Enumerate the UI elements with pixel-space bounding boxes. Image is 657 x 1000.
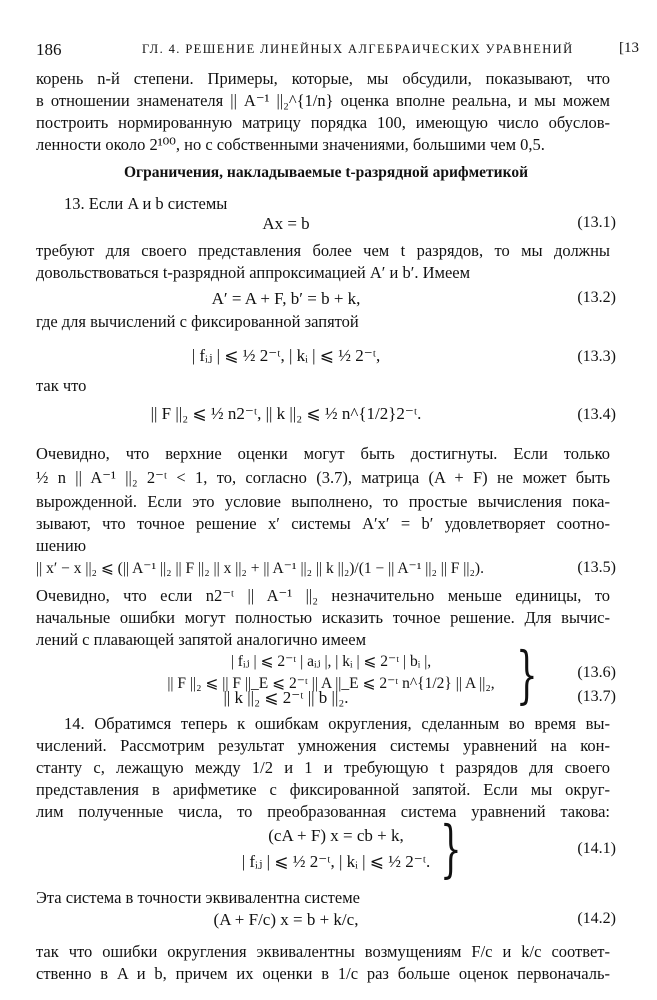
right-brace-icon: }	[440, 812, 462, 885]
equation-13-4	[36, 394, 616, 438]
paragraph-line: числений. Рассмотрим результат умножения системы уравнений на кон-	[36, 736, 610, 755]
paragraph-line: Эта система в точности эквивалентна системе	[36, 888, 360, 907]
intro-line: ленности около 2¹⁰⁰, но с собственными значениями, большими чем 0,5.	[36, 135, 545, 154]
paragraph-line: начальные ошибки могут полностью исказить точное решение. Для вычис-	[36, 608, 610, 627]
paragraph-line: станту c, лежащую между 1/2 и 1 и требующую t разрядов для своего	[36, 758, 610, 777]
equation-13-5	[36, 555, 616, 585]
paragraph-line: ственно в A и b, причем их оценки в 1/c раз больше оценок первоначаль-	[36, 964, 610, 983]
paragraph-line: лений с плавающей запятой аналогично имеем	[36, 630, 367, 649]
equation-body: | fᵢⱼ | ⩽ ½ 2⁻ᵗ, | kᵢ | ⩽ ½ 2⁻ᵗ,	[191, 346, 381, 365]
equation-number: (13.7)	[577, 688, 616, 705]
paragraph-line: Очевидно, что если n2⁻ᵗ || A⁻¹ ||₂ незначительно меньше единицы, то	[36, 586, 610, 605]
equation-body: A′ = A + F, b′ = b + k,	[211, 289, 361, 308]
paragraph-line: где для вычислений с фиксированной запятой	[36, 312, 359, 331]
intro-line: корень n-й степени. Примеры, которые, мы обсудили, показывают, что	[36, 69, 610, 88]
paragraph-line: лим полученные числа, то преобразованная система уравнений такова:	[36, 802, 610, 821]
equation-body: || k ||₂ ⩽ 2⁻ᵗ || b ||₂.	[223, 688, 349, 707]
intro-line: в отношении знаменателя || A⁻¹ ||₂^{1/n} оценка вполне реальна, и мы можем	[36, 91, 610, 110]
equation-number: (14.2)	[577, 910, 616, 927]
page-number: 186	[36, 40, 62, 59]
equation-body: Ax = b	[262, 214, 310, 233]
equation-13-7	[36, 684, 616, 714]
equation-number: (13.1)	[577, 214, 616, 231]
right-brace-icon: }	[516, 638, 538, 711]
paragraph-line: вырожденной. Если это условие выполнено, то простые вычисления пока-	[36, 492, 610, 511]
section-mark: [13	[619, 40, 639, 56]
paragraph-line: зывают, что точное решение x′ системы A′x′ = b′ удовлетворяет соотно-	[36, 514, 610, 533]
paragraph-line: Очевидно, что верхние оценки могут быть достигнуты. Если только	[36, 444, 610, 463]
equation-body: || x′ − x ||₂ ⩽ (|| A⁻¹ ||₂ || F ||₂ || x ||₂ + || A⁻¹ ||₂ || k ||₂)/(1 − || A⁻¹ ||₂ || F ||₂).	[36, 560, 484, 577]
equation-14-1	[36, 812, 616, 885]
paragraph-line: представления в арифметике с фиксированной запятой. Если мы округ-	[36, 780, 610, 799]
equation-number: (13.3)	[577, 348, 616, 365]
paragraph-line: ½ n || A⁻¹ ||₂ 2⁻ᵗ < 1, то, согласно (3.7), матрица (A + F) не может быть	[36, 468, 610, 487]
paragraph-line: шению	[36, 536, 87, 555]
equation-number: (13.5)	[577, 559, 616, 576]
equation-number: (13.2)	[577, 289, 616, 306]
equation-line: (cA + F) x = cb + k,	[268, 826, 404, 845]
equation-13-1	[36, 210, 616, 240]
equation-line: || F ||₂ ⩽ || F ||_E ⩽ 2⁻ᵗ || A ||_E ⩽ 2⁻ᵗ n^{1/2} || A ||₂,	[167, 675, 495, 692]
running-header	[36, 40, 639, 62]
paragraph-line: так что ошибки округления эквивалентны возмущениям F/c и k/c соответ-	[36, 942, 610, 961]
paragraph-line: так что	[36, 376, 87, 395]
equation-line: | fᵢⱼ | ⩽ ½ 2⁻ᵗ, | kᵢ | ⩽ ½ 2⁻ᵗ.	[241, 852, 431, 871]
paragraph-line: довольствоваться t-разрядной аппроксимацией A′ и b′. Имеем	[36, 263, 471, 282]
equation-13-3	[36, 336, 616, 380]
equation-number: (13.4)	[577, 406, 616, 423]
equation-14-2	[36, 906, 616, 936]
equation-number: (13.6)	[577, 664, 616, 681]
section-heading: Ограничения, накладываемые t-разрядной арифметикой	[123, 164, 529, 181]
equation-number: (14.1)	[577, 840, 616, 857]
equation-line: | fᵢⱼ | ⩽ 2⁻ᵗ | aᵢⱼ |, | kᵢ | ⩽ 2⁻ᵗ | bᵢ |,	[230, 653, 432, 670]
paragraph-line: требуют для своего представления более чем t разрядов, то мы должны	[36, 241, 610, 260]
paragraph-13-start: 13. Если A и b системы	[64, 194, 228, 213]
equation-body: (A + F/c) x = b + k/c,	[213, 910, 359, 929]
equation-body: || F ||₂ ⩽ ½ n2⁻ᵗ, || k ||₂ ⩽ ½ n^{1/2}2⁻ᵗ.	[150, 404, 422, 423]
intro-line: построить нормированную матрицу порядка 100, имеющую число обуслов-	[36, 113, 610, 132]
paragraph-14-start: 14. Обратимся теперь к ошибкам округления, сделанным во время вы-	[64, 714, 610, 733]
running-title: ГЛ. 4. РЕШЕНИЕ ЛИНЕЙНЫХ АЛГЕБРАИЧЕСКИХ УРАВНЕНИЙ	[142, 42, 574, 56]
